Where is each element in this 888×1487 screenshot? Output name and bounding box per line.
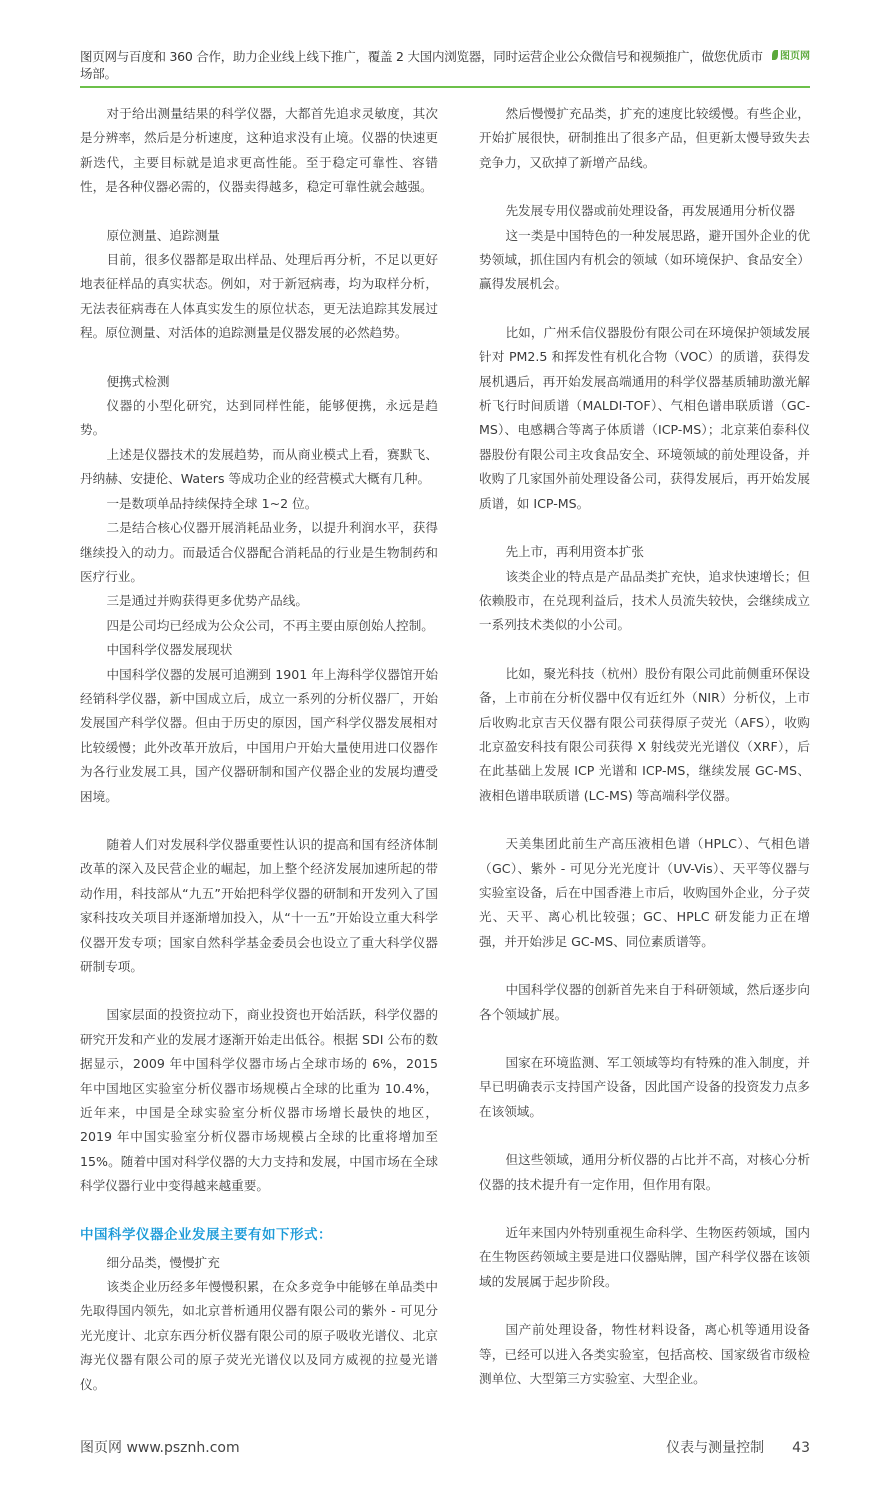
paragraph: 仪器的小型化研究，达到同样性能，能够便携，永远是趋势。 xyxy=(80,398,438,438)
page xyxy=(80,0,810,1487)
subheading: 便携式检测 xyxy=(106,373,170,389)
subheading: 细分品类，慢慢扩充 xyxy=(106,1254,220,1270)
paragraph: 中国科学仪器的创新首先来自于科研领域，然后逐步向各个领域扩展。 xyxy=(479,982,810,1022)
article-columns xyxy=(80,102,810,1397)
paragraph: 比如，聚光科技（杭州）股份有限公司此前侧重环保设备，上市前在分析仪器中仅有近红外（NIR）分析仪，上市后收购北京吉天仪器有限公司获得原子荧光（AFS），收购北京盈安科技有限公司获得 X 射线荧光光谱仪（XRF），后在此基础上发展 ICP 光谱和 ICP-MS，继续发展 GC-MS、液相色谱串联质谱 (LC-MS) 等高端科学仪器。 xyxy=(479,665,810,803)
paragraph: 然后慢慢扩充品类，扩充的速度比较缓慢。有些企业，开始扩展很快，研制推出了很多产品，但更新太慢导致失去竞争力，又砍掉了新增产品线。 xyxy=(479,106,810,170)
paragraph: 一是数项单品持续保持全球 1~2 位。 xyxy=(106,495,318,511)
paragraph: 目前，很多仪器都是取出样品、处理后再分析，不足以更好地表征样品的真实状态。例如，对于新冠病毒，均为取样分析，无法表征病毒在人体真实发生的原位状态，更无法追踪其发展过程。原位测量、对活体的追踪测量是仪器发展的必然趋势。 xyxy=(80,252,438,341)
subheading: 先发展专用仪器或前处理设备，再发展通用分析仪器 xyxy=(505,203,796,219)
footer-site: 图页网 www.psznh.com xyxy=(80,1440,240,1457)
paragraph: 但这些领域，通用分析仪器的占比并不高，对核心分析仪器的技术提升有一定作用，但作用有限。 xyxy=(479,1152,810,1192)
section-heading: 中国科学仪器企业发展主要有如下形式： xyxy=(80,1226,332,1243)
paragraph: 比如，广州禾信仪器股份有限公司在环境保护领域发展针对 PM2.5 和挥发性有机化合物（VOC）的质谱，获得发展机遇后，再开始发展高端通用的科学仪器基质辅助激光解析飞行时间质谱（MALDI-TOF）、气相色谱串联质谱（GC-MS）、电感耦合等离子体质谱（ICP-MS）；北京莱伯泰科仪器股份有限公司主攻食品安全、环境领域的前处理设备，并收购了几家国外前处理设备公司，获得发展后，再开始发展质谱，如 ICP-MS。 xyxy=(479,324,810,511)
paragraph: 国家在环境监测、军工领域等均有特殊的准入制度，并早已明确表示支持国产设备，因此国产设备的投资发力点多在该领域。 xyxy=(479,1055,810,1119)
subheading: 中国科学仪器发展现状 xyxy=(106,642,233,658)
paragraph: 对于给出测量结果的科学仪器，大都首先追求灵敏度，其次是分辨率，然后是分析速度，这种追求没有止境。仪器的快速更新迭代，主要目标就是追求更高性能。至于稳定可靠性、容错性，是各种仪器必需的，仪器卖得越多，稳定可靠性就会越强。 xyxy=(80,106,438,195)
paragraph: 随着人们对发展科学仪器重要性认识的提高和国有经济体制改革的深入及民营企业的崛起，加上整个经济发展加速所起的带动作用，科技部从“九五”开始把科学仪器的研制和开发列入了国家科技攻关项目并逐渐增加投入，从“十一五”开始设立重大科学仪器开发专项；国家自然科学基金委员会也设立了重大科学仪器研制专项。 xyxy=(80,836,438,974)
top-banner: 图页网与百度和 360 合作，助力企业线上线下推广，覆盖 2 大国内浏览器，同时运营企业公众微信号和视频推广，做您优质市场部。 xyxy=(80,49,763,81)
paragraph: 国产前处理设备，物性材料设备，离心机等通用设备等，已经可以进入各类实验室，包括高校、国家级省市级检测单位、大型第三方实验室、大型企业。 xyxy=(479,1322,810,1387)
subheading: 先上市，再利用资本扩张 xyxy=(505,544,644,560)
site-logo xyxy=(772,48,810,65)
paragraph: 四是公司均已经成为公众公司，不再主要由原创始人控制。 xyxy=(106,617,434,633)
logo-text: 图页网 xyxy=(780,51,810,62)
journal-name: 仪表与测量控制 xyxy=(666,1440,765,1457)
page-footer xyxy=(80,1437,810,1487)
paragraph: 上述是仪器技术的发展趋势，而从商业模式上看，赛默飞、丹纳赫、安捷伦、Waters 等成功企业的经营模式大概有几种。 xyxy=(80,446,438,487)
paragraph: 天美集团此前生产高压液相色谱（HPLC）、气相色谱（GC）、紫外 - 可见分光光度计（UV-Vis）、天平等仪器与实验室设备，后在中国香港上市后，收购国外企业，分子荧光、天平、离心机比较强；GC、HPLC 研发能力正在增强，并开始涉足 GC-MS、同位素质谱等。 xyxy=(479,836,810,949)
paragraph: 该类企业历经多年慢慢积累，在众多竞争中能够在单品类中先取得国内领先，如北京普析通用仪器有限公司的紫外 - 可见分光光度计、北京东西分析仪器有限公司的原子吸收光谱仪、北京海光仪器有限公司的原子荧光光谱仪以及同方威视的拉曼光谱仪。 xyxy=(80,1279,438,1392)
leaf-icon xyxy=(772,50,778,60)
paragraph: 该类企业的特点是产品品类扩充快，追求快速增长；但依赖股市，在兑现利益后，技术人员流失较快，会继续成立一系列技术类似的小公司。 xyxy=(479,568,810,633)
paragraph: 二是结合核心仪器开展消耗品业务，以提升利润水平，获得继续投入的动力。而最适合仪器配合消耗品的行业是生物制药和医疗行业。 xyxy=(80,520,438,584)
paragraph: 中国科学仪器的发展可追溯到 1901 年上海科学仪器馆开始经销科学仪器，新中国成立后，成立一系列的分析仪器厂，开始发展国产科学仪器。但由于历史的原因，国产科学仪器发展相对比较缓慢；此外改革开放后，中国用户开始大量使用进口仪器作为各行业发展工具，国产仪器研制和国产仪器企业的发展均遭受困境。 xyxy=(80,666,438,804)
paragraph: 国家层面的投资拉动下，商业投资也开始活跃，科学仪器的研究开发和产业的发展才逐渐开始走出低谷。根据 SDI 公布的数据显示，2009 年中国科学仪器市场占全球市场的 6%，2015 年中国地区实验室分析仪器市场规模占全球的比重为 10.4%，近年来，中国是全球实验室分析仪器市场增长最快的地区，2019 年中国实验室分析仪器市场规模占全球的比重将增加至 15%。随着中国对科学仪器的大力支持和发展，中国市场在全球科学仪器行业中变得越来越重要。 xyxy=(80,1007,438,1194)
page-number: 43 xyxy=(792,1440,810,1457)
left-column xyxy=(80,102,438,1397)
footer-journal xyxy=(666,1437,810,1457)
subheading: 原位测量、追踪测量 xyxy=(106,227,220,243)
paragraph: 三是通过并购获得更多优势产品线。 xyxy=(106,593,308,609)
paragraph: 这一类是中国特色的一种发展思路，避开国外企业的优势领域，抓住国内有机会的领域（如环境保护、食品安全）赢得发展机会。 xyxy=(479,227,810,292)
banner-divider xyxy=(80,86,810,88)
top-banner-row xyxy=(80,48,810,82)
paragraph: 近年来国内外特别重视生命科学、生物医药领域，国内在生物医药领域主要是进口仪器贴牌，国产科学仪器在该领域的发展属于起步阶段。 xyxy=(479,1225,810,1289)
right-column xyxy=(479,102,810,1397)
